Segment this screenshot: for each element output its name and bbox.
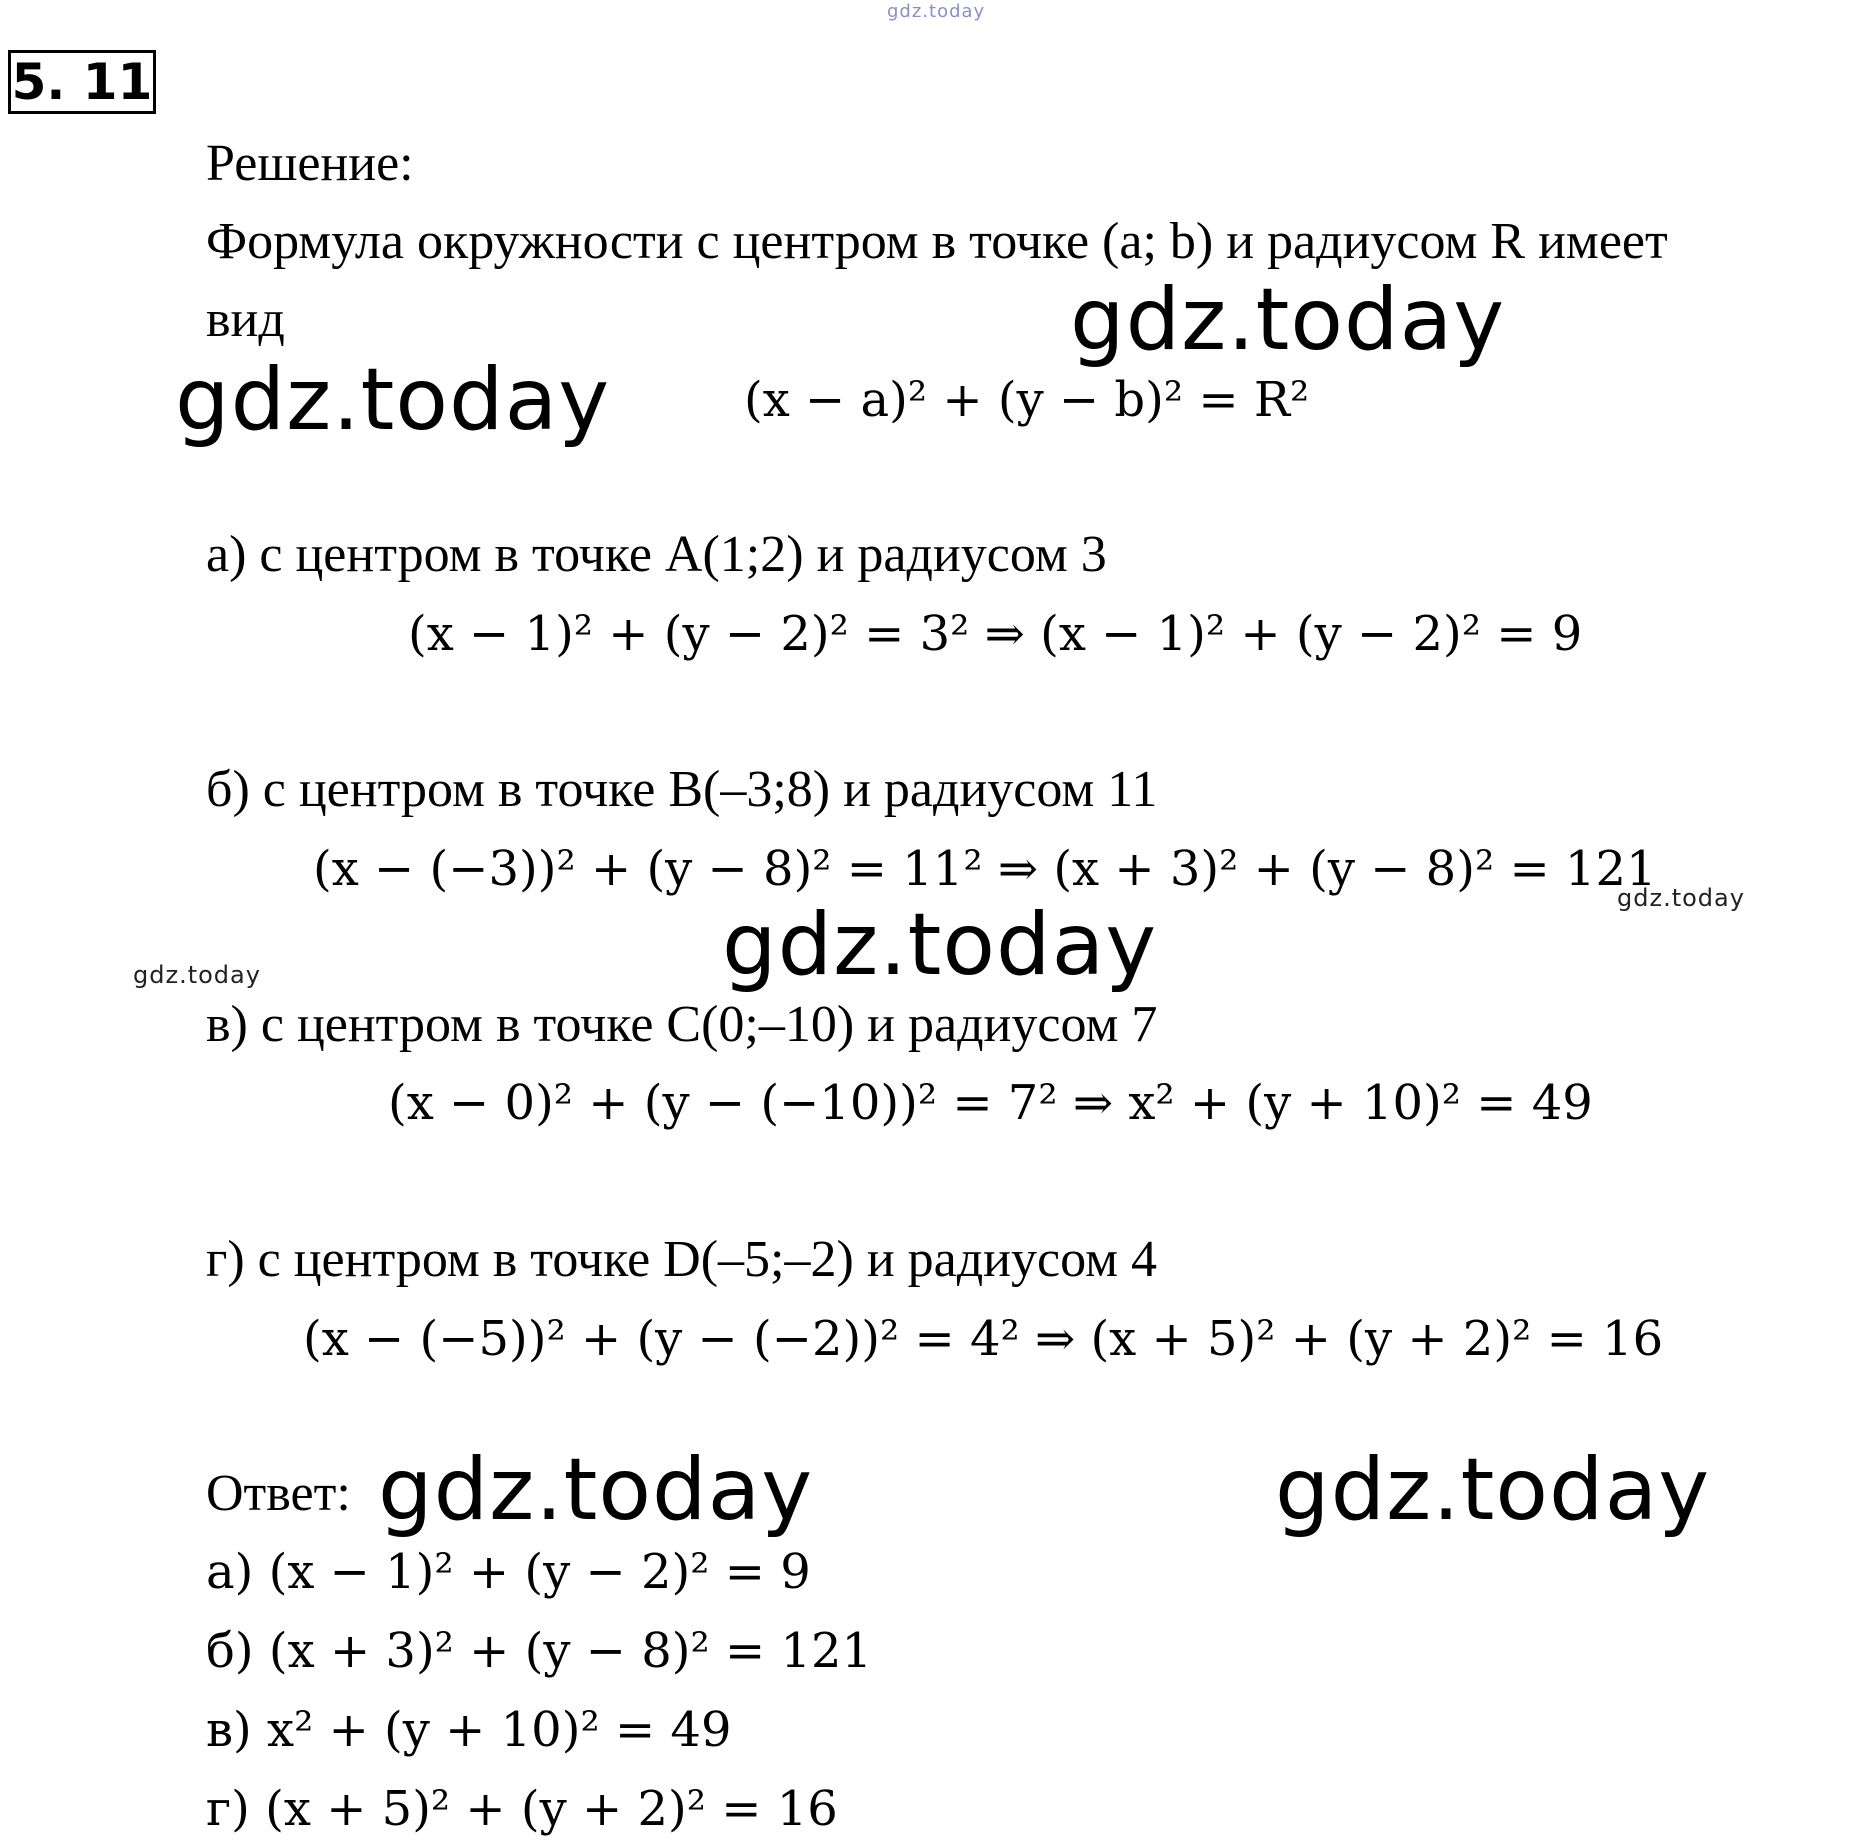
answer-d: г) (x + 5)² + (y + 2)² = 16: [206, 1781, 838, 1837]
watermark-small: gdz.today: [133, 961, 261, 989]
watermark-small: gdz.today: [1617, 884, 1745, 912]
answer-b: б) (x + 3)² + (y − 8)² = 121: [206, 1623, 873, 1679]
answer-label: Ответ:: [206, 1465, 351, 1522]
part-a-heading: а) с центром в точке A(1;2) и радиусом 3: [206, 526, 1107, 583]
part-d-equation: (x − (−5))² + (y − (−2))² = 4² ⇒ (x + 5)² + (y + 2)² = 16: [303, 1311, 1664, 1367]
part-a-equation: (x − 1)² + (y − 2)² = 3² ⇒ (x − 1)² + (y − 2)² = 9: [408, 606, 1583, 662]
part-d-heading: г) с центром в точке D(–5;–2) и радиусом 4: [206, 1231, 1158, 1288]
watermark-top: gdz.today: [887, 1, 986, 22]
problem-number: 5. 11: [8, 50, 156, 114]
watermark: gdz.today: [175, 350, 611, 450]
part-c-heading: в) с центром в точке C(0;–10) и радиусом 7: [206, 996, 1158, 1053]
watermark: gdz.today: [1275, 1440, 1711, 1540]
intro-line-2: вид: [206, 291, 285, 348]
part-b-heading: б) с центром в точке B(–3;8) и радиусом 11: [206, 761, 1158, 818]
general-formula: (x − a)² + (y − b)² = R²: [744, 372, 1310, 428]
answer-a: а) (x − 1)² + (y − 2)² = 9: [206, 1544, 811, 1600]
intro-line-1: Формула окружности с центром в точке (a; b) и радиусом R имеет: [206, 213, 1668, 270]
watermark: gdz.today: [378, 1440, 814, 1540]
part-c-equation: (x − 0)² + (y − (−10))² = 7² ⇒ x² + (y + 10)² = 49: [388, 1075, 1593, 1131]
solution-label: Решение:: [206, 135, 414, 192]
answer-c: в) x² + (y + 10)² = 49: [206, 1702, 732, 1758]
watermark: gdz.today: [722, 895, 1158, 995]
part-b-equation: (x − (−3))² + (y − 8)² = 11² ⇒ (x + 3)² + (y − 8)² = 121: [313, 841, 1657, 897]
watermark: gdz.today: [1070, 270, 1506, 370]
